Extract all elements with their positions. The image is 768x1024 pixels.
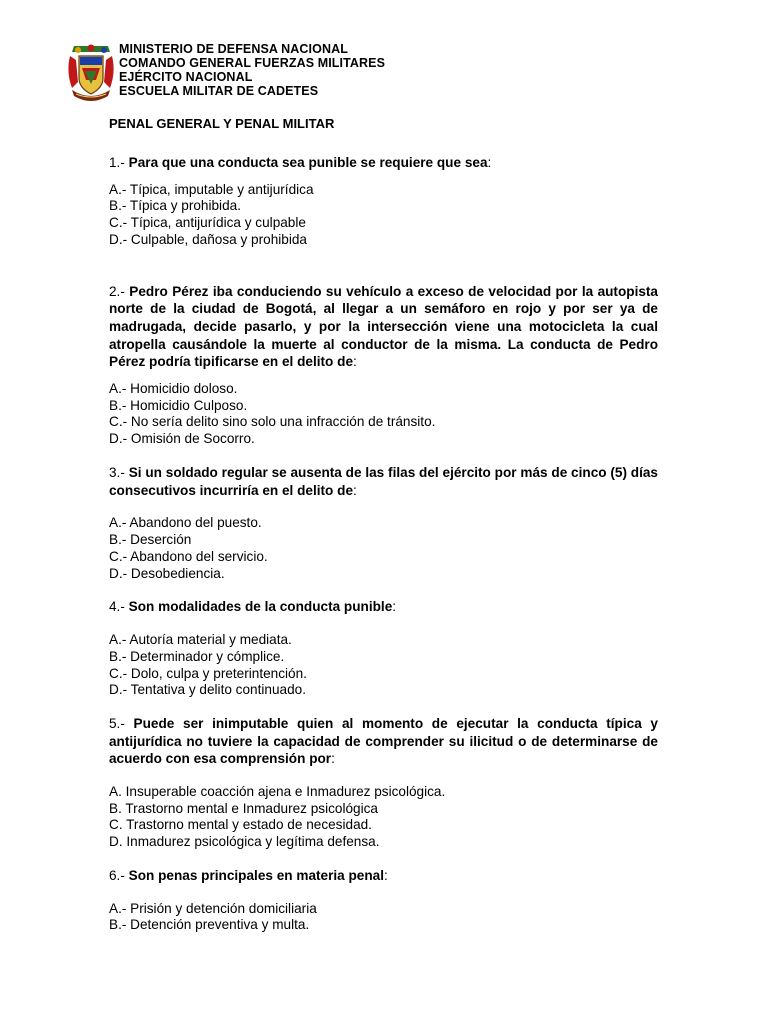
question-number: 5.-	[109, 716, 125, 732]
question-number: 4.-	[109, 599, 125, 615]
answer-options	[109, 784, 658, 851]
option-a: A.- Prisión y detención domiciliaria	[109, 900, 317, 916]
coat-of-arms-icon	[66, 42, 116, 106]
question-2: 2.- Pedro Pérez iba conduciendo su vehículo a exceso de velocidad por la autopista norte de la ciudad de Bogotá, al llegar a un semáforo en rojo y por ser ya de madrugada, decide pasarlo, y por la intersección viene una motocicleta la cual atropella causándole la muerte al conductor de la misma. La conducta de Pedro Pérez podría tipificarse en el delito de: A.- Homicidio doloso. B.- Homicidio Culposo. C.- No sería delito sino solo una infracción de tránsito. D.- Omisión de Socorro.	[109, 283, 658, 447]
question-number: 1.-	[109, 155, 125, 170]
answer-options	[109, 182, 658, 249]
option-a: A.- Abandono del puesto.	[109, 515, 262, 531]
option-d: D.- Omisión de Socorro.	[109, 431, 255, 447]
option-b: B. Trastorno mental e Inmadurez psicológica	[109, 800, 378, 816]
option-b: B.- Típica y prohibida.	[109, 198, 241, 214]
question-text: Pedro Pérez iba conduciendo su vehículo a exceso de velocidad por la autopista norte de la ciudad de Bogotá, al llegar a un semáforo en rojo y por ser ya de madrugada, decide pasarlo, y por la intersección viene una motocicleta la cual atropella causándole la muerte al conductor de la misma. La conducta de Pedro Pérez podría tipificarse en el delito de	[109, 283, 658, 370]
course-title: PENAL GENERAL Y PENAL MILITAR	[109, 116, 335, 131]
option-a: A.- Autoría material y mediata.	[109, 631, 292, 647]
option-b: B.- Detención preventiva y multa.	[109, 917, 310, 933]
school-name: ESCUELA MILITAR DE CADETES	[119, 84, 319, 98]
option-a: A. Insuperable coacción ajena e Inmadurez psicológica.	[109, 783, 446, 799]
option-a: A.- Homicidio doloso.	[109, 380, 238, 396]
exam-questions	[109, 154, 658, 950]
option-c: C.- Abandono del servicio.	[109, 548, 268, 564]
option-b: B.- Deserción	[109, 531, 192, 547]
question-5: 5.- Puede ser inimputable quien al momento de ejecutar la conducta típica y antijurídica no tuviere la capacidad de comprender su ilicitud o de determinarse de acuerdo con esa comprensión por: A. Insuperable coacción ajena e Inmadurez psicológica. B. Trastorno mental e Inmadurez psicológica C. Trastorno mental y estado de necesidad. D. Inmadurez psicológica y legítima defensa.	[109, 716, 658, 850]
option-d: D.- Tentativa y delito continuado.	[109, 682, 306, 698]
option-c: C.- Dolo, culpa y preterintención.	[109, 665, 307, 681]
question-text: Son penas principales en materia penal	[128, 868, 385, 884]
institution-header	[66, 40, 666, 106]
question-6: 6.- Son penas principales en materia penal: A.- Prisión y detención domiciliaria B.- Detención preventiva y multa.	[109, 867, 658, 934]
ministry-name: MINISTERIO DE DEFENSA NACIONAL	[119, 42, 348, 56]
command-name: COMANDO GENERAL FUERZAS MILITARES	[119, 56, 386, 70]
question-1: 1.- Para que una conducta sea punible se requiere que sea: A.- Típica, imputable y antijurídica B.- Típica y prohibida. C.- Típica, antijurídica y culpable D.- Culpable, dañosa y prohibida	[109, 154, 658, 249]
question-text: Son modalidades de la conducta punible	[128, 599, 393, 615]
answer-options	[109, 515, 658, 582]
option-b: B.- Homicidio Culposo.	[109, 397, 248, 413]
army-name: EJÉRCITO NACIONAL	[119, 70, 253, 84]
option-d: D.- Desobediencia.	[109, 565, 225, 581]
answer-options	[109, 632, 658, 699]
question-text: Para que una conducta sea punible se requiere que sea	[128, 155, 488, 170]
option-c: C. Trastorno mental y estado de necesidad.	[109, 817, 372, 833]
question-number: 3.-	[109, 464, 125, 480]
option-b: B.- Determinador y cómplice.	[109, 648, 285, 664]
option-d: D. Inmadurez psicológica y legítima defensa.	[109, 834, 380, 850]
option-c: C.- Típica, antijurídica y culpable	[109, 215, 306, 231]
question-3: 3.- Si un soldado regular se ausenta de las filas del ejército por más de cinco (5) días consecutivos incurriría en el delito de: A.- Abandono del puesto. B.- Deserción C.- Abandono del servicio. D.- Desobediencia.	[109, 464, 658, 581]
option-d: D.- Culpable, dañosa y prohibida	[109, 231, 307, 247]
option-a: A.- Típica, imputable y antijurídica	[109, 181, 314, 197]
header-text	[119, 42, 385, 98]
answer-options	[109, 381, 658, 448]
question-number: 2.-	[109, 283, 125, 299]
question-text: Puede ser inimputable quien al momento de ejecutar la conducta típica y antijurídica no tuviere la capacidad de comprender su ilicitud o de determinarse de acuerdo con esa comprensión por	[109, 716, 658, 767]
question-4: 4.- Son modalidades de la conducta punible: A.- Autoría material y mediata. B.- Determinador y cómplice. C.- Dolo, culpa y preterintención. D.- Tentativa y delito continuado.	[109, 598, 658, 699]
answer-options	[109, 901, 658, 935]
question-text: Si un soldado regular se ausenta de las filas del ejército por más de cinco (5) días consecutivos incurriría en el delito de	[109, 464, 658, 498]
option-c: C.- No sería delito sino solo una infracción de tránsito.	[109, 414, 436, 430]
question-number: 6.-	[109, 868, 125, 884]
